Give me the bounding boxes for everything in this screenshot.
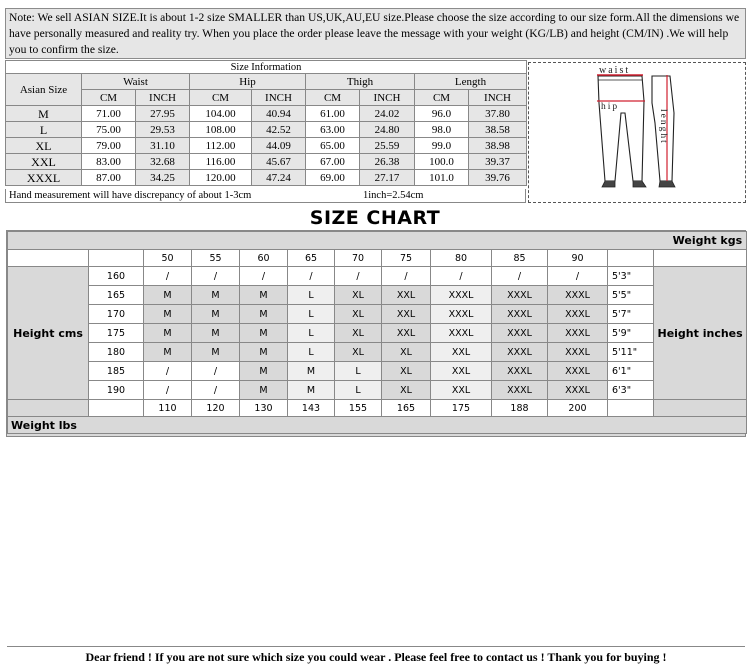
inch-unit-header: INCH: [360, 90, 415, 106]
height-cm-cell: 175: [89, 324, 144, 343]
size-cell: M: [288, 362, 335, 381]
size-cell: M: [192, 324, 240, 343]
size-cell: XXXL: [548, 305, 608, 324]
measurement-cell: 98.0: [415, 122, 469, 138]
height-row: [8, 324, 747, 343]
size-cell: XL: [382, 362, 431, 381]
size-cell: /: [144, 362, 192, 381]
asian-size-header: Asian Size: [6, 74, 82, 106]
size-cell: XXXL: [492, 324, 548, 343]
size-cell: M: [144, 286, 192, 305]
asian-size-cell: M: [6, 106, 82, 122]
measurement-cell: 104.00: [190, 106, 252, 122]
size-chart-title: SIZE CHART: [309, 207, 441, 229]
height-inch-cell: 5'5": [608, 286, 654, 305]
hip-label: hip: [601, 102, 620, 112]
measurement-cell: 44.09: [252, 138, 306, 154]
measurement-cell: 38.58: [469, 122, 527, 138]
measurement-cell: 47.24: [252, 170, 306, 186]
size-cell: /: [431, 267, 492, 286]
size-cell: /: [335, 267, 382, 286]
measurement-cell: 27.17: [360, 170, 415, 186]
size-cell: XL: [382, 343, 431, 362]
size-row: [6, 106, 527, 122]
weight-kg-cell: 55: [192, 250, 240, 267]
size-cell: M: [192, 343, 240, 362]
weight-lb-cell: 165: [382, 400, 431, 417]
measurement-cell: 79.00: [82, 138, 136, 154]
size-cell: XXL: [431, 362, 492, 381]
measurement-cell: 96.0: [415, 106, 469, 122]
measurement-cell: 75.00: [82, 122, 136, 138]
weight-kg-cell: 60: [240, 250, 288, 267]
height-row: [8, 267, 747, 286]
weight-kg-cell: 65: [288, 250, 335, 267]
size-cell: XXXL: [492, 381, 548, 400]
size-chart-grid: [7, 231, 747, 434]
size-row: [6, 154, 527, 170]
weight-kgs-header-row: [8, 232, 747, 250]
size-cell: XXXL: [548, 343, 608, 362]
measurement-cell: 27.95: [136, 106, 190, 122]
height-inch-cell: 5'3": [608, 267, 654, 286]
weight-kg-cell: 80: [431, 250, 492, 267]
weight-kgs-label: Weight kgs: [8, 232, 747, 250]
height-inch-cell: 5'7": [608, 305, 654, 324]
weight-kg-cell: 75: [382, 250, 431, 267]
inch-unit-header: INCH: [252, 90, 306, 106]
size-cell: XXXL: [431, 305, 492, 324]
weight-kgs-row: [8, 250, 747, 267]
height-row: [8, 381, 747, 400]
inch-unit-header: INCH: [136, 90, 190, 106]
measurement-cell: 38.98: [469, 138, 527, 154]
size-cell: XXL: [382, 324, 431, 343]
size-cell: M: [288, 381, 335, 400]
size-cell: XXXL: [548, 286, 608, 305]
height-cm-cell: 165: [89, 286, 144, 305]
measurement-cell: 42.52: [252, 122, 306, 138]
size-cell: L: [288, 305, 335, 324]
size-cell: /: [492, 267, 548, 286]
inch-unit-header: INCH: [469, 90, 527, 106]
size-cell: XXXL: [548, 381, 608, 400]
size-cell: L: [288, 286, 335, 305]
hip-header: Hip: [190, 74, 306, 90]
size-information-title: Size Information: [6, 61, 527, 74]
blank-cell: [8, 400, 89, 417]
size-cell: XXXL: [492, 362, 548, 381]
weight-lb-cell: 120: [192, 400, 240, 417]
measurement-cell: 83.00: [82, 154, 136, 170]
weight-lb-cell: 175: [431, 400, 492, 417]
weight-lbs-row: [8, 400, 747, 417]
size-cell: M: [240, 362, 288, 381]
weight-lbs-label: Weight lbs: [8, 417, 747, 434]
measurement-cell: 32.68: [136, 154, 190, 170]
asian-size-cell: XL: [6, 138, 82, 154]
blank-cell: [608, 250, 654, 267]
size-cell: XXL: [382, 305, 431, 324]
asian-size-cell: L: [6, 122, 82, 138]
height-row: [8, 362, 747, 381]
blank-cell: [89, 400, 144, 417]
size-cell: /: [288, 267, 335, 286]
pants-diagram: [528, 62, 746, 203]
size-cell: M: [144, 305, 192, 324]
asian-size-cell: XXXL: [6, 170, 82, 186]
measurement-cell: 69.00: [306, 170, 360, 186]
size-cell: /: [144, 381, 192, 400]
measurement-cell: 25.59: [360, 138, 415, 154]
measurement-cell: 31.10: [136, 138, 190, 154]
measurement-cell: 101.0: [415, 170, 469, 186]
cm-unit-header: CM: [190, 90, 252, 106]
measurement-cell: 34.25: [136, 170, 190, 186]
measurement-cell: 99.0: [415, 138, 469, 154]
size-cell: M: [240, 286, 288, 305]
length-label: lenght: [658, 109, 668, 145]
cm-unit-header: CM: [82, 90, 136, 106]
weight-lb-cell: 155: [335, 400, 382, 417]
measurement-cell: 112.00: [190, 138, 252, 154]
size-cell: XXL: [382, 286, 431, 305]
measurement-cell: 108.00: [190, 122, 252, 138]
blank-cell: [608, 400, 654, 417]
height-cm-cell: 185: [89, 362, 144, 381]
weight-lb-cell: 110: [144, 400, 192, 417]
height-cm-cell: 180: [89, 343, 144, 362]
measurement-cell: 37.80: [469, 106, 527, 122]
size-cell: /: [548, 267, 608, 286]
waist-header: Waist: [82, 74, 190, 90]
measurement-cell: 29.53: [136, 122, 190, 138]
size-row: [6, 122, 527, 138]
size-cell: XXXL: [548, 362, 608, 381]
height-row: [8, 286, 747, 305]
weight-lb-cell: 143: [288, 400, 335, 417]
size-row: [6, 170, 527, 186]
blank-cell: [654, 250, 747, 267]
pants-illustration: [529, 63, 745, 202]
size-cell: M: [192, 305, 240, 324]
weight-lb-cell: 200: [548, 400, 608, 417]
measurement-cell: 116.00: [190, 154, 252, 170]
size-cell: XL: [335, 324, 382, 343]
blank-cell: [8, 250, 89, 267]
measurement-cell: 71.00: [82, 106, 136, 122]
height-inch-cell: 6'3": [608, 381, 654, 400]
height-inch-cell: 6'1": [608, 362, 654, 381]
measurement-cell: 40.94: [252, 106, 306, 122]
size-cell: /: [240, 267, 288, 286]
measurement-cell: 24.02: [360, 106, 415, 122]
blank-cell: [654, 400, 747, 417]
blank-cell: [89, 250, 144, 267]
size-cell: M: [240, 381, 288, 400]
height-inches-label: Height inches: [654, 267, 747, 400]
measurement-cell: 24.80: [360, 122, 415, 138]
weight-kg-cell: 70: [335, 250, 382, 267]
measurement-cell: 63.00: [306, 122, 360, 138]
size-cell: XL: [335, 343, 382, 362]
footer-message: Dear friend ! If you are not sure which size you could wear . Please feel free to contact us ! Thank you for buying !: [7, 646, 745, 667]
size-cell: XXXL: [492, 286, 548, 305]
size-cell: XXXL: [548, 324, 608, 343]
measurement-cell: 39.76: [469, 170, 527, 186]
height-row: [8, 343, 747, 362]
thigh-header: Thigh: [306, 74, 415, 90]
height-cms-label: Height cms: [8, 267, 89, 400]
weight-lbs-header-row: [8, 417, 747, 434]
size-cell: XL: [335, 286, 382, 305]
height-cm-cell: 190: [89, 381, 144, 400]
size-cell: L: [288, 343, 335, 362]
size-cell: XXXL: [492, 305, 548, 324]
height-cm-cell: 170: [89, 305, 144, 324]
size-cell: XL: [335, 305, 382, 324]
size-note: Note: We sell ASIAN SIZE.It is about 1-2 size SMALLER than US,UK,AU,EU size.Please choose the size according to our size form.All the dimensions we have personally measured and reality try. When you place the order please leave the message with your weight (KG/LB) and height (CM/IN) .We will help you to confirm the size.: [5, 8, 746, 59]
weight-kg-cell: 90: [548, 250, 608, 267]
size-row: [6, 138, 527, 154]
measurement-cell: 100.0: [415, 154, 469, 170]
size-information-table: [5, 60, 527, 186]
weight-lb-cell: 188: [492, 400, 548, 417]
size-cell: L: [335, 381, 382, 400]
length-header: Length: [415, 74, 527, 90]
measurement-cell: 67.00: [306, 154, 360, 170]
size-cell: XXL: [431, 381, 492, 400]
waist-label: waist: [599, 65, 631, 76]
measurement-cell: 45.67: [252, 154, 306, 170]
size-cell: M: [192, 286, 240, 305]
size-cell: XL: [382, 381, 431, 400]
size-cell: M: [240, 305, 288, 324]
size-cell: L: [288, 324, 335, 343]
size-cell: XXXL: [431, 286, 492, 305]
hand-measurement-note: Hand measurement will have discrepancy of about 1-3cm: [9, 190, 252, 201]
height-row: [8, 305, 747, 324]
weight-kg-cell: 50: [144, 250, 192, 267]
inch-conversion-note: 1inch=2.54cm: [363, 190, 424, 201]
measurement-cell: 26.38: [360, 154, 415, 170]
weight-kg-cell: 85: [492, 250, 548, 267]
measurement-cell: 65.00: [306, 138, 360, 154]
size-cell: /: [192, 267, 240, 286]
measurement-cell: 39.37: [469, 154, 527, 170]
cm-unit-header: CM: [306, 90, 360, 106]
size-cell: M: [240, 343, 288, 362]
size-cell: /: [144, 267, 192, 286]
size-cell: M: [144, 324, 192, 343]
cm-unit-header: CM: [415, 90, 469, 106]
size-cell: M: [240, 324, 288, 343]
height-inch-cell: 5'9": [608, 324, 654, 343]
pants-front-icon: [597, 75, 646, 187]
size-cell: XXL: [431, 343, 492, 362]
hand-measurement-note-bar: [5, 189, 526, 203]
size-chart: [6, 230, 746, 664]
measurement-cell: 120.00: [190, 170, 252, 186]
size-cell: /: [192, 381, 240, 400]
measurement-cell: 87.00: [82, 170, 136, 186]
size-cell: /: [382, 267, 431, 286]
asian-size-cell: XXL: [6, 154, 82, 170]
units-row: [6, 90, 527, 106]
measurement-cell: 61.00: [306, 106, 360, 122]
size-cell: XXXL: [431, 324, 492, 343]
size-cell: L: [335, 362, 382, 381]
height-inch-cell: 5'11": [608, 343, 654, 362]
size-cell: XXXL: [492, 343, 548, 362]
weight-lb-cell: 130: [240, 400, 288, 417]
height-cm-cell: 160: [89, 267, 144, 286]
size-cell: M: [144, 343, 192, 362]
size-cell: /: [192, 362, 240, 381]
